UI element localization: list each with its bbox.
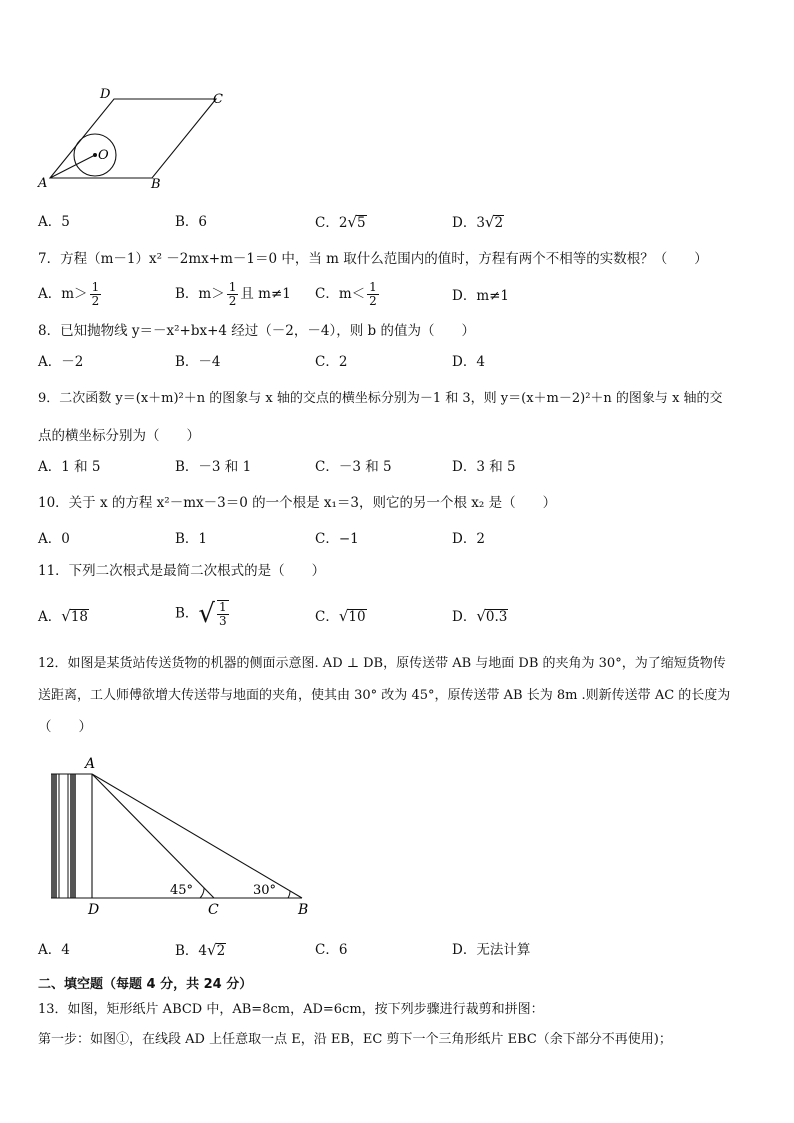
q10-stem: 10．关于 x 的方程 x²－mx－3＝0 的一个根是 x₁＝3，则它的另一个根 x₂ 是（ ） [38, 495, 557, 511]
pillar-bar-3 [70, 774, 76, 898]
sqrt-symbol: √ [484, 213, 495, 231]
sqrt-symbol: √ [347, 213, 357, 231]
belt-ab [92, 774, 302, 898]
q11-option-c[interactable] [315, 607, 367, 626]
arc-30 [288, 891, 290, 898]
label-c: C [208, 902, 219, 918]
q10-option-b[interactable]: B．1 [175, 531, 208, 547]
q9-stem-line2: 点的横坐标分别为（ ） [38, 428, 200, 444]
q12-b-coef: B．4 [175, 943, 208, 959]
q11-d-radicand: 0.3 [485, 609, 508, 625]
q7-c-prefix: C．m＜ [315, 286, 366, 302]
q12-stem-line3: （ ） [38, 719, 92, 735]
sqrt-symbol: √ [198, 599, 215, 629]
label-c: C [213, 92, 223, 107]
parallelogram-shape [50, 99, 216, 178]
sqrt-symbol: √ [207, 941, 217, 959]
q13-stem-line2: 第一步：如图①，在线段 AD 上任意取一点 E，沿 EB，EC 剪下一个三角形纸片 EBC（余下部分不再使用)； [38, 1032, 672, 1047]
section-fill-in-heading: 二、填空题（每题 4 分，共 24 分） [38, 977, 253, 992]
q7-option-c[interactable] [315, 281, 381, 308]
q11-c-radicand: 10 [348, 609, 366, 625]
q6-option-d[interactable] [452, 213, 504, 232]
q7-b-suffix: 且 m≠1 [240, 286, 291, 302]
q11-stem: 11．下列二次根式是最简二次根式的是（ ） [38, 563, 326, 579]
q7-b-prefix: B．m＞ [175, 286, 225, 302]
q7-b-fraction: $\frac{1}{2}$ [228, 280, 237, 308]
q6-option-b[interactable]: B．6 [175, 214, 208, 230]
q6-c-radicand: 5 [356, 215, 366, 231]
q12-stem-line2: 送距离，工人师傅欲增大传送带与地面的夹角，使其由 30° 改为 45°，原传送带 AB 长为 8m .则新传送带 AC 的长度为 [38, 688, 731, 703]
q8-option-a[interactable]: A．－2 [38, 354, 84, 370]
q9-option-b[interactable]: B．－3 和 1 [175, 459, 252, 475]
q6-d-radicand: 2 [494, 215, 504, 231]
q7-a-fraction: $\frac{1}{2}$ [91, 280, 100, 308]
q11-option-b[interactable] [175, 600, 231, 628]
pillar-bar-2 [59, 774, 68, 898]
q9-option-d[interactable]: D．3 和 5 [452, 459, 516, 475]
q7-option-d[interactable]: D．m≠1 [452, 288, 510, 304]
q10-option-c[interactable]: C．−1 [315, 531, 359, 547]
q6-d-coef: D．3 [452, 215, 485, 231]
q9-option-a[interactable]: A．1 和 5 [38, 459, 101, 475]
q12-b-radicand: 2 [216, 943, 226, 959]
q7-option-b[interactable] [175, 281, 291, 308]
center-point [93, 153, 97, 157]
label-a: A [85, 756, 96, 772]
label-d: D [88, 902, 100, 918]
q9-option-c[interactable]: C．－3 和 5 [315, 459, 392, 475]
q7-option-a[interactable] [38, 281, 103, 308]
q12-option-b[interactable] [175, 941, 226, 960]
sqrt-symbol: √ [61, 607, 71, 625]
angle-45-label: 45° [170, 883, 194, 898]
q7-stem: 7．方程（m－1）x² －2mx+m－1＝0 中，当 m 取什么范围内的值时，方程有两个不相等的实数根？（ ） [38, 251, 708, 267]
label-o: O [98, 148, 109, 163]
q11-option-d[interactable] [452, 607, 508, 626]
sqrt-symbol: √ [338, 607, 349, 625]
q11-a-radicand: 18 [70, 609, 88, 625]
q8-option-c[interactable]: C．2 [315, 354, 348, 370]
q7-c-fraction: $\frac{1}{2}$ [369, 280, 377, 308]
label-a: A [38, 176, 48, 191]
q11-option-a[interactable] [38, 607, 89, 626]
q12-option-a[interactable]: A．4 [38, 942, 70, 958]
q11-b-prefix: B． [175, 605, 199, 622]
pillar-bar-1 [51, 774, 57, 898]
q6-c-coef: C．2 [315, 215, 348, 231]
label-b: B [151, 177, 161, 192]
q8-option-b[interactable]: B．－4 [175, 354, 221, 370]
q13-stem-line1: 13．如图，矩形纸片 ABCD 中，AB=8cm，AD=6cm，按下列步骤进行裁剪和拼图： [38, 1002, 544, 1017]
conveyor-figure [40, 752, 330, 922]
q10-option-d[interactable]: D．2 [452, 531, 485, 547]
q9-stem-line1: 9．二次函数 y＝(x＋m)²＋n 的图象与 x 轴的交点的横坐标分别为－1 和 3，则 y＝(x＋m－2)²＋n 的图象与 x 轴的交 [38, 391, 723, 406]
q11-a-prefix: A． [38, 609, 62, 625]
q11-d-prefix: D． [452, 609, 477, 625]
q8-option-d[interactable]: D．4 [452, 354, 485, 370]
q6-option-c[interactable] [315, 213, 367, 232]
parallelogram-figure [30, 85, 240, 195]
sqrt-symbol: √ [476, 607, 486, 625]
q11-b-fraction: $\frac{1}{3}$ [219, 600, 227, 628]
arc-45 [200, 888, 204, 898]
angle-30-label: 30° [253, 883, 277, 898]
label-d: D [100, 87, 111, 102]
q12-option-d[interactable]: D．无法计算 [452, 942, 531, 958]
q6-option-a[interactable]: A．5 [38, 214, 70, 230]
label-b: B [298, 902, 309, 918]
q12-stem-line1: 12．如图是某货站传送货物的机器的侧面示意图. AD ⊥ DB，原传送带 AB 与地面 DB 的夹角为 30°，为了缩短货物传 [38, 656, 726, 671]
belt-ac [92, 774, 214, 898]
q10-option-a[interactable]: A．0 [38, 531, 70, 547]
q7-a-prefix: A．m＞ [38, 286, 88, 302]
q8-stem: 8．已知抛物线 y＝－x²+bx+4 经过（－2，－4），则 b 的值为（ ） [38, 323, 475, 339]
q11-c-prefix: C． [315, 609, 339, 625]
q12-option-c[interactable]: C．6 [315, 942, 348, 958]
